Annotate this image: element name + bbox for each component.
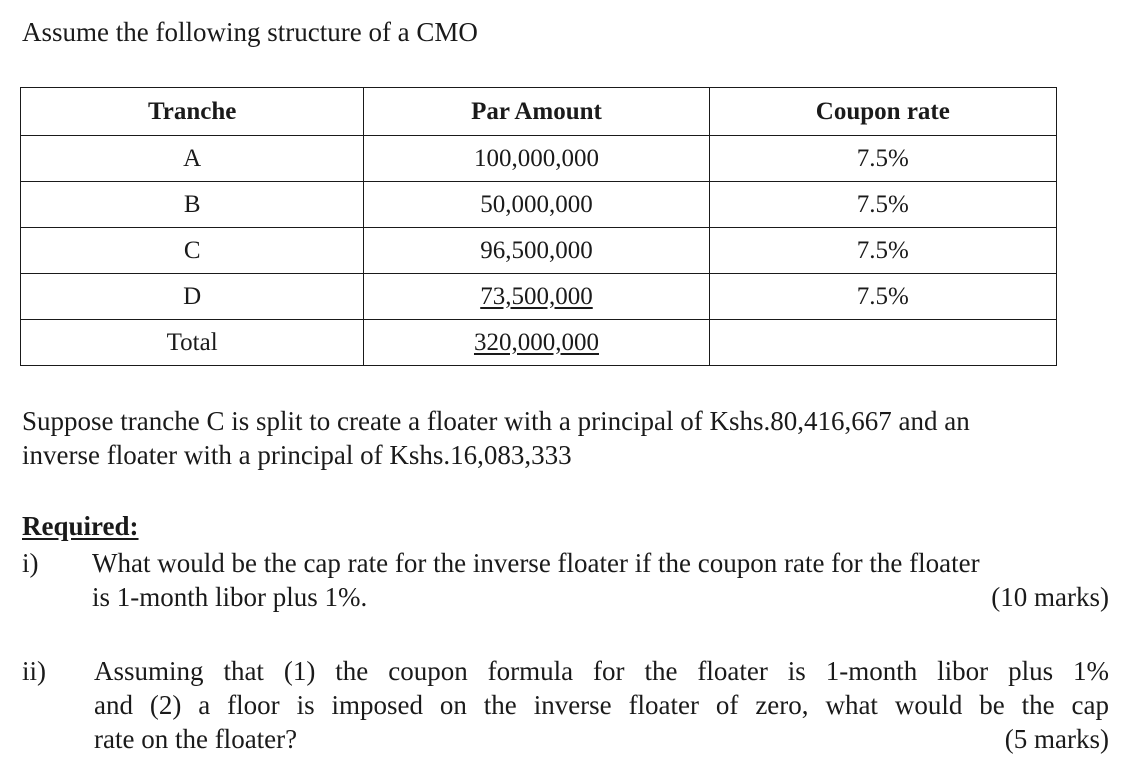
total-par-underlined: 320,000,000	[473, 328, 599, 356]
par-amount-underlined: 73,500,000	[480, 282, 593, 310]
table-total-row	[21, 320, 1057, 366]
question-1	[22, 546, 1112, 626]
required-heading: Required:	[22, 511, 139, 541]
coupon-rate-cell: 7.5%	[709, 182, 1056, 228]
question-line: rate on the floater?	[94, 724, 298, 754]
par-amount-cell	[364, 274, 709, 320]
cmo-structure-table	[20, 87, 1057, 366]
coupon-rate-cell: 7.5%	[709, 228, 1056, 274]
table-row	[21, 182, 1057, 228]
coupon-rate-cell: 7.5%	[709, 136, 1056, 182]
total-label-cell: Total	[21, 320, 364, 366]
question-number: i)	[22, 548, 39, 578]
question-line: and (2) a floor is imposed on the inverse floater of zero, what would be the cap	[94, 690, 1109, 720]
question-number: ii)	[22, 656, 46, 686]
coupon-rate-cell: 7.5%	[709, 274, 1056, 320]
table-row	[21, 228, 1057, 274]
question-marks: (10 marks)	[991, 582, 1109, 612]
question-2	[22, 654, 1112, 774]
tranche-cell: D	[21, 274, 364, 320]
question-body	[92, 546, 1109, 614]
question-body	[94, 654, 1109, 756]
tranche-cell: A	[21, 136, 364, 182]
question-line: What would be the cap rate for the inverse floater if the coupon rate for the floater	[92, 548, 980, 578]
table-row	[21, 274, 1057, 320]
total-coupon-cell	[709, 320, 1056, 366]
question-line: Assuming that (1) the coupon formula for the floater is 1-month libor plus 1%	[94, 656, 1109, 686]
tranche-cell: B	[21, 182, 364, 228]
tranche-cell: C	[21, 228, 364, 274]
par-amount-cell: 50,000,000	[364, 182, 709, 228]
table-row	[21, 136, 1057, 182]
scenario-paragraph	[22, 404, 1122, 472]
question-line: is 1-month libor plus 1%.	[92, 582, 368, 612]
par-amount-cell: 96,500,000	[364, 228, 709, 274]
paragraph-line: inverse floater with a principal of Kshs.16,083,333	[22, 440, 572, 470]
question-marks: (5 marks)	[1004, 724, 1109, 754]
par-amount-cell: 100,000,000	[364, 136, 709, 182]
question-last-line	[92, 580, 1109, 614]
question-last-line	[94, 722, 1109, 756]
header-coupon-rate: Coupon rate	[709, 88, 1056, 136]
header-par-amount: Par Amount	[364, 88, 709, 136]
total-par-cell	[364, 320, 709, 366]
intro-text: Assume the following structure of a CMO	[22, 17, 478, 47]
table-header-row	[21, 88, 1057, 136]
header-tranche: Tranche	[21, 88, 364, 136]
paragraph-line: Suppose tranche C is split to create a floater with a principal of Kshs.80,416,667 and an	[22, 406, 970, 436]
